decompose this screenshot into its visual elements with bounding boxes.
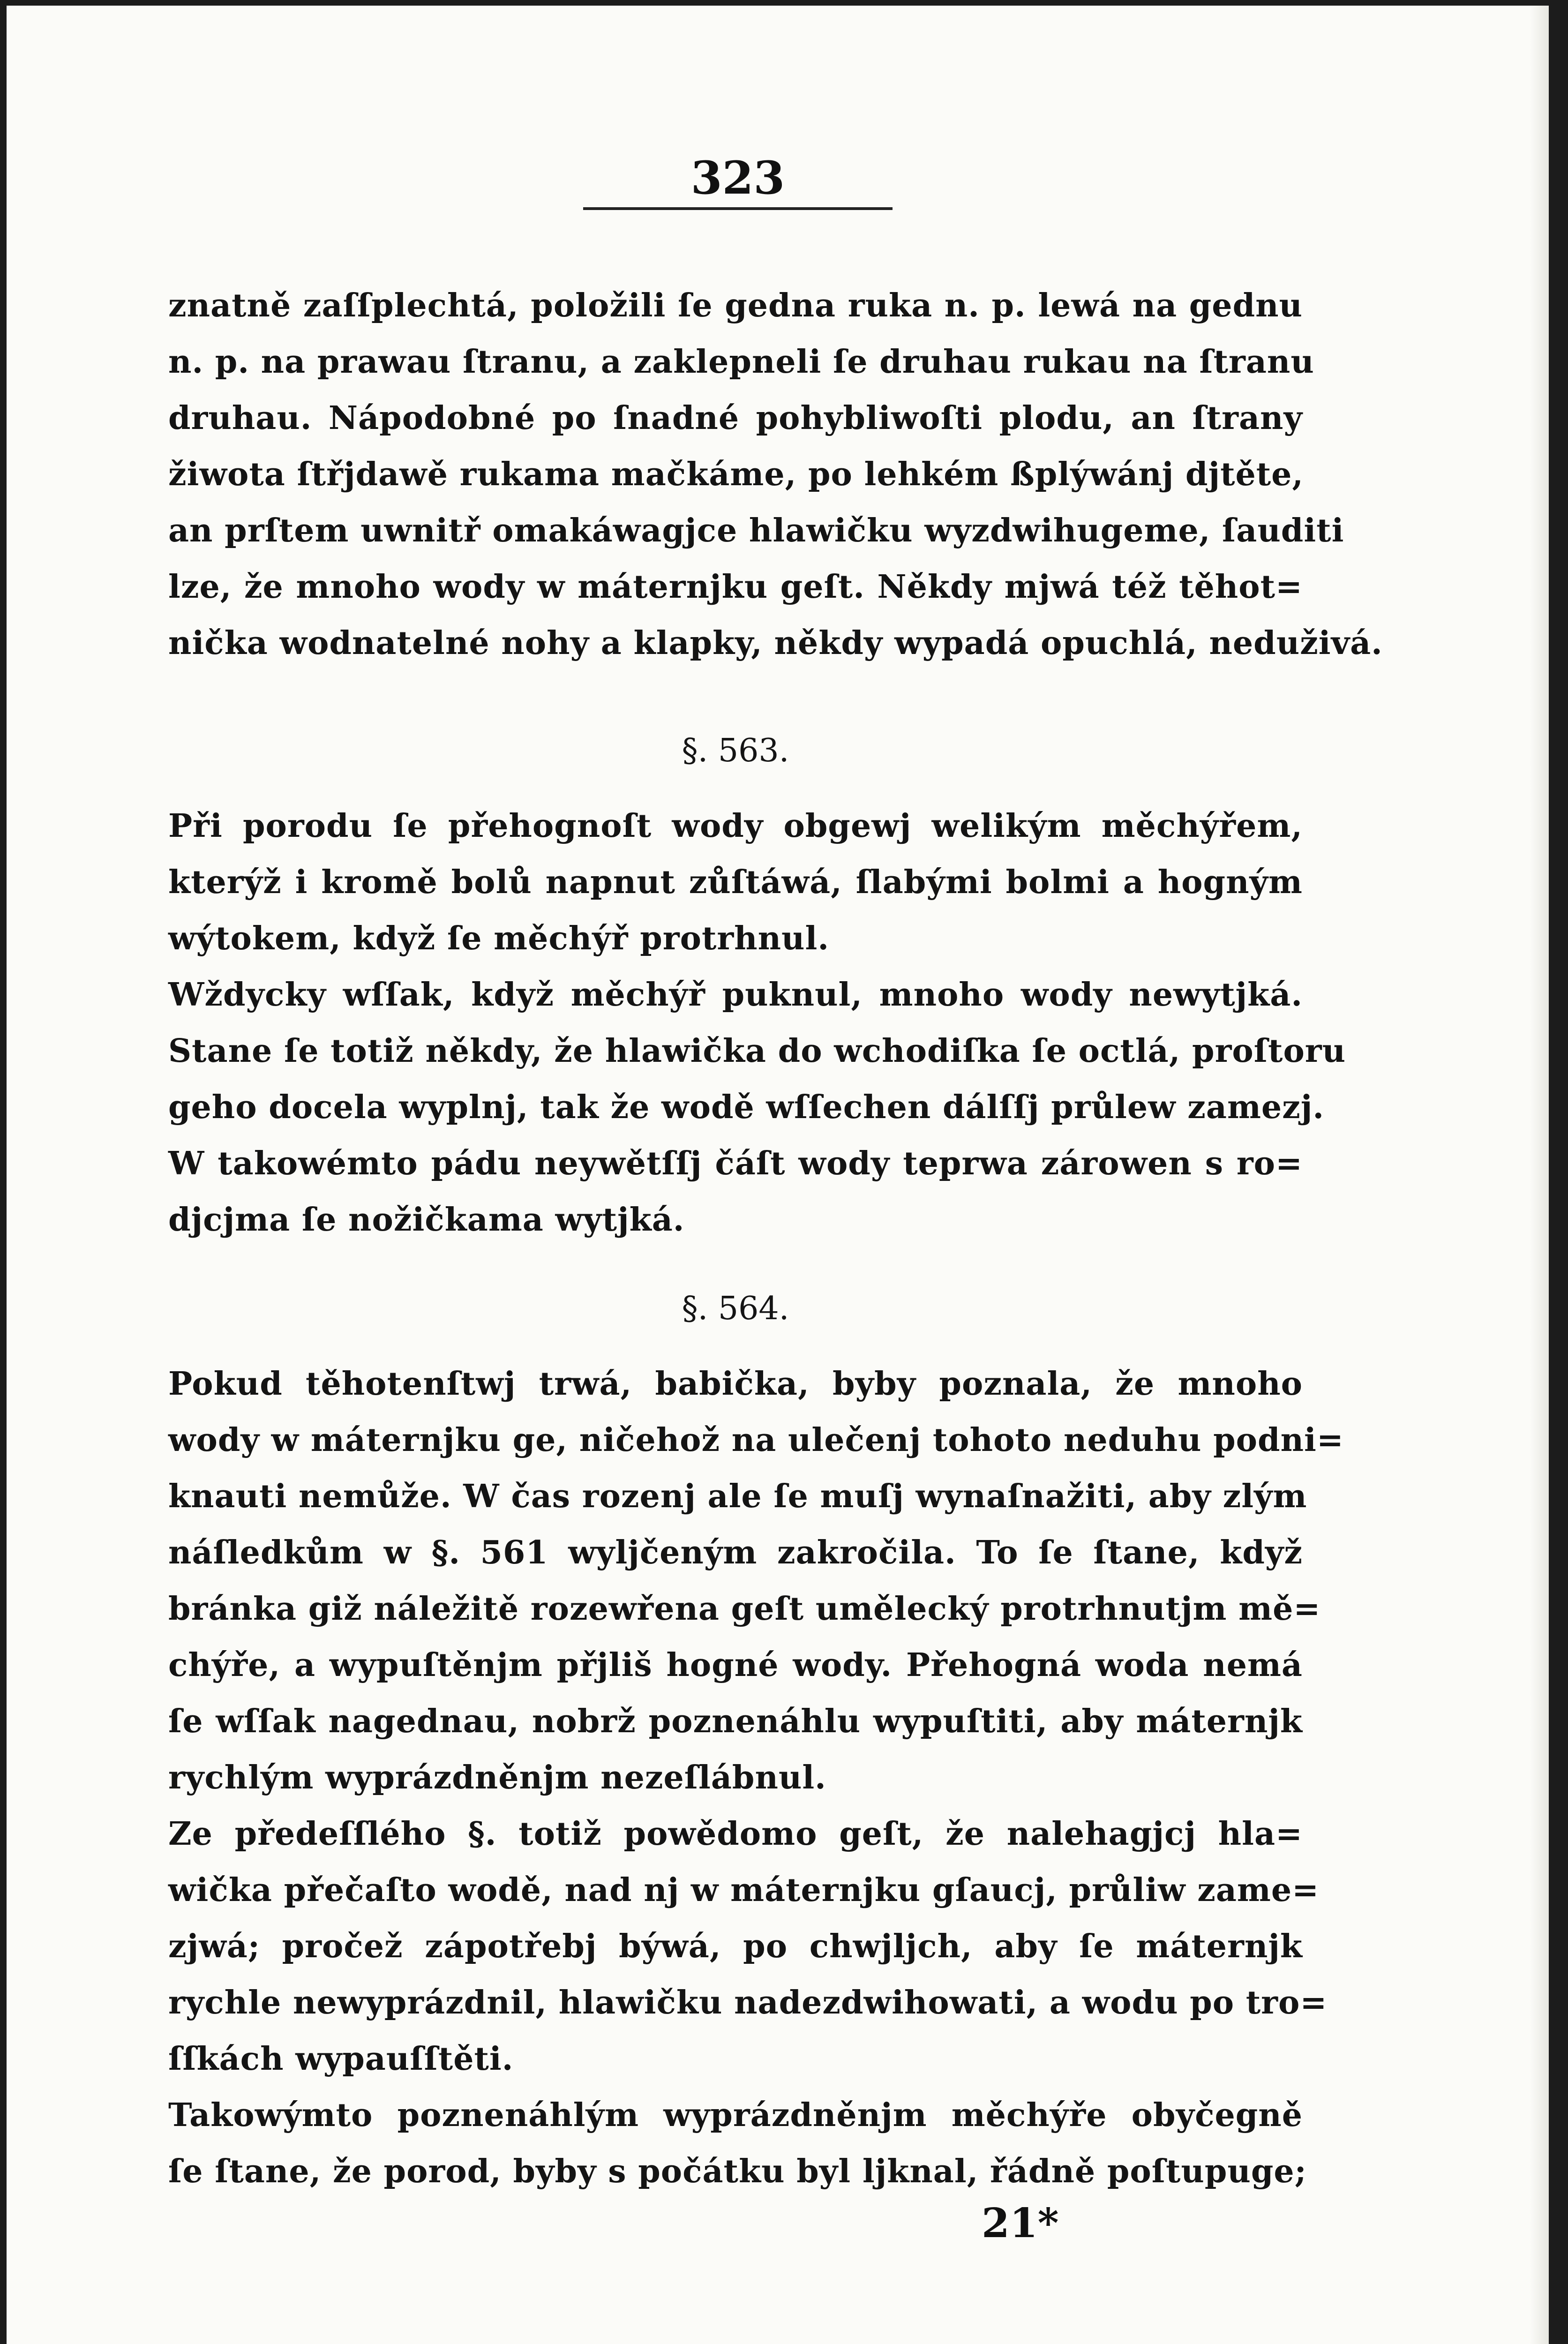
text-line: žiwota ſtřjdawě rukama mačkáme, po lehkém ßplýwánj djtěte,	[168, 456, 1304, 493]
text-line: wody w máternjku ge, ničehož na ulečenj tohoto neduhu podni=	[168, 1421, 1344, 1459]
text-line: geho docela wyplnj, tak že wodě wſſechen dálſſj průlew zamezj.	[168, 1089, 1325, 1126]
text-line: bránka giž náležitě rozewřena geſt umělecký protrhnutjm mě=	[168, 1590, 1321, 1628]
signature-mark: 21*	[982, 2200, 1059, 2247]
text-line: ſe ſtane, že porod, byby s počátku byl ljknal, řádně poſtupuge;	[168, 2153, 1307, 2190]
text-line: Wždycky wſſak, když měchýř puknul, mnoho wody newytjká.	[168, 976, 1303, 1014]
text-line: druhau. Nápodobné po ſnadné pohybliwoſti plodu, an ſtrany	[168, 399, 1303, 437]
text-line: Takowýmto poznenáhlým wyprázdněnjm měchýře obyčegně	[168, 2096, 1303, 2134]
text-line: W takowémto pádu neywětſſj čáſt wody teprwa zárowen s ro=	[168, 1145, 1303, 1182]
text-line: Ze předeſſlého §. totiž powědomo geſt, že nalehagjcj hla=	[168, 1815, 1303, 1853]
text-line: an prſtem uwnitř omakáwagjce hlawičku wyzdwihugeme, ſauditi	[168, 512, 1344, 549]
text-line: Stane ſe totiž někdy, že hlawička do wchodiſka ſe octlá, proſtoru	[168, 1032, 1346, 1070]
section-heading: §. 563.	[682, 732, 789, 769]
text-line: znatně zaſſplechtá, položili ſe gedna ruka n. p. lewá na gednu	[168, 287, 1303, 324]
text-line: wýtokem, když ſe měchýř protrhnul.	[168, 920, 830, 957]
text-line: ſe wſſak nagednau, nobrž poznenáhlu wypuſtiti, aby máternjk	[168, 1703, 1303, 1740]
section-heading: §. 564.	[682, 1290, 789, 1327]
text-line: chýře, a wypuſtěnjm přjliš hogné wody. Přehogná woda nemá	[168, 1646, 1303, 1684]
header-rule	[583, 207, 893, 210]
text-line: rychle newyprázdnil, hlawičku nadezdwihowati, a wodu po tro=	[168, 1984, 1328, 2021]
page-header	[583, 151, 893, 210]
text-line: wička přečaſto wodě, nad nj w máternjku gſaucj, průliw zame=	[168, 1871, 1320, 1909]
text-line: ſſkách wypauſſtěti.	[168, 2040, 514, 2078]
page-gutter-shadow	[1530, 6, 1549, 2344]
text-line: djcjma ſe nožičkama wytjká.	[168, 1201, 685, 1239]
text-line: knauti nemůže. W čas rozenj ale ſe muſj wynaſnažiti, aby zlým	[168, 1478, 1307, 1515]
book-page	[7, 6, 1549, 2344]
text-line: zjwá; pročež zápotřebj býwá, po chwjljch, aby ſe máternjk	[168, 1928, 1303, 1965]
text-line: Při porodu ſe přehognoſt wody obgewj welikým měchýřem,	[168, 807, 1303, 845]
text-line: kterýž i kromě bolů napnut zůſtáwá, ſlabými bolmi a hogným	[168, 864, 1303, 901]
page-number: 323	[690, 151, 785, 204]
text-line: nička wodnatelné nohy a klapky, někdy wypadá opuchlá, neduživá.	[168, 624, 1383, 662]
text-line: náſledkům w §. 561 wyljčeným zakročila. To ſe ſtane, když	[168, 1534, 1303, 1571]
text-line: rychlým wyprázdněnjm nezeſlábnul.	[168, 1759, 826, 1796]
text-line: n. p. na prawau ſtranu, a zaklepneli ſe druhau rukau na ſtranu	[168, 343, 1314, 381]
text-line: Pokud těhotenſtwj trwá, babička, byby poznala, že mnoho	[168, 1365, 1303, 1403]
text-line: lze, že mnoho wody w máternjku geſt. Někdy mjwá též těhot=	[168, 568, 1303, 606]
